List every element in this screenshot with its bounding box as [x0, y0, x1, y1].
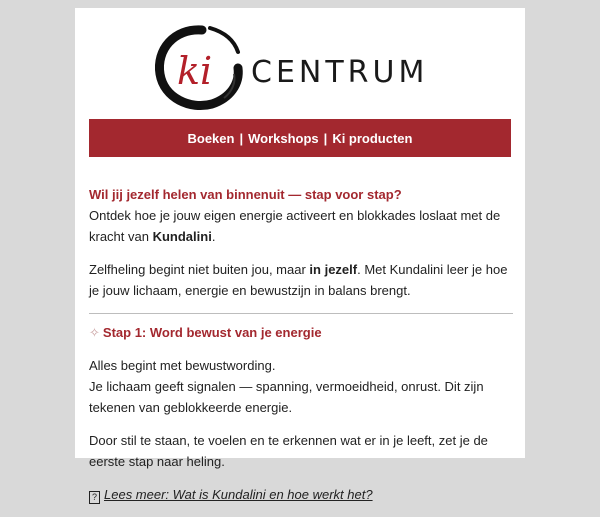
enso-circle-icon [150, 22, 250, 114]
kundalini-bold: Kundalini [152, 229, 212, 244]
self-healing-text: Zelfheling begint niet buiten jou, maar [89, 262, 310, 277]
self-healing-paragraph [89, 259, 513, 301]
nav-link-workshops[interactable]: Workshops [248, 130, 319, 146]
intro-headline: Wil jij jezelf helen van binnenuit — stap voor stap? [89, 187, 402, 202]
email-card [75, 8, 525, 502]
logo-wordmark: CENTRUM [251, 55, 429, 90]
in-jezelf-bold: in jezelf [309, 262, 358, 277]
step-1-title: Stap 1: Word bewust van je energie [102, 325, 322, 340]
nav-link-ki-producten[interactable]: Ki producten [332, 130, 413, 146]
read-more-link[interactable]: Lees meer: Wat is Kundalini en hoe werkt het? [104, 487, 373, 502]
read-more-row [89, 484, 513, 505]
intro-text-end: . [211, 229, 216, 244]
nav-separator: | [239, 130, 244, 146]
nav-separator: | [323, 130, 328, 146]
step-1-paragraph-2: Door stil te staan, te voelen en te erkennen wat er in je leeft, zet je de eerste stap naar heling. [89, 433, 488, 469]
step-1-heading [89, 322, 513, 343]
ki-centrum-logo[interactable] [150, 22, 450, 114]
self-healing-text-end: . Met Kundalini leer je hoe je jouw lichaam, energie en bewustzijn in balans brengt. [89, 262, 508, 298]
sparkle-icon: ✧ [89, 325, 100, 340]
nav-link-boeken[interactable]: Boeken [187, 130, 235, 146]
main-navigation [89, 119, 511, 157]
logo-ki-letters: ki [177, 49, 213, 93]
email-body [89, 184, 513, 517]
link-icon: ? [89, 491, 100, 504]
section-divider [89, 313, 513, 314]
intro-paragraph [89, 184, 513, 247]
step-1-paragraph [89, 355, 513, 418]
step-1-text-b: Je lichaam geeft signalen — spanning, vermoeidheid, onrust. Dit zijn tekenen van geblokkeerde energie. [89, 379, 484, 415]
step-1-text-a: Alles begint met bewustwording. [89, 358, 276, 373]
intro-text: Ontdek hoe je jouw eigen energie activeert en blokkades loslaat met de kracht van [89, 208, 501, 244]
